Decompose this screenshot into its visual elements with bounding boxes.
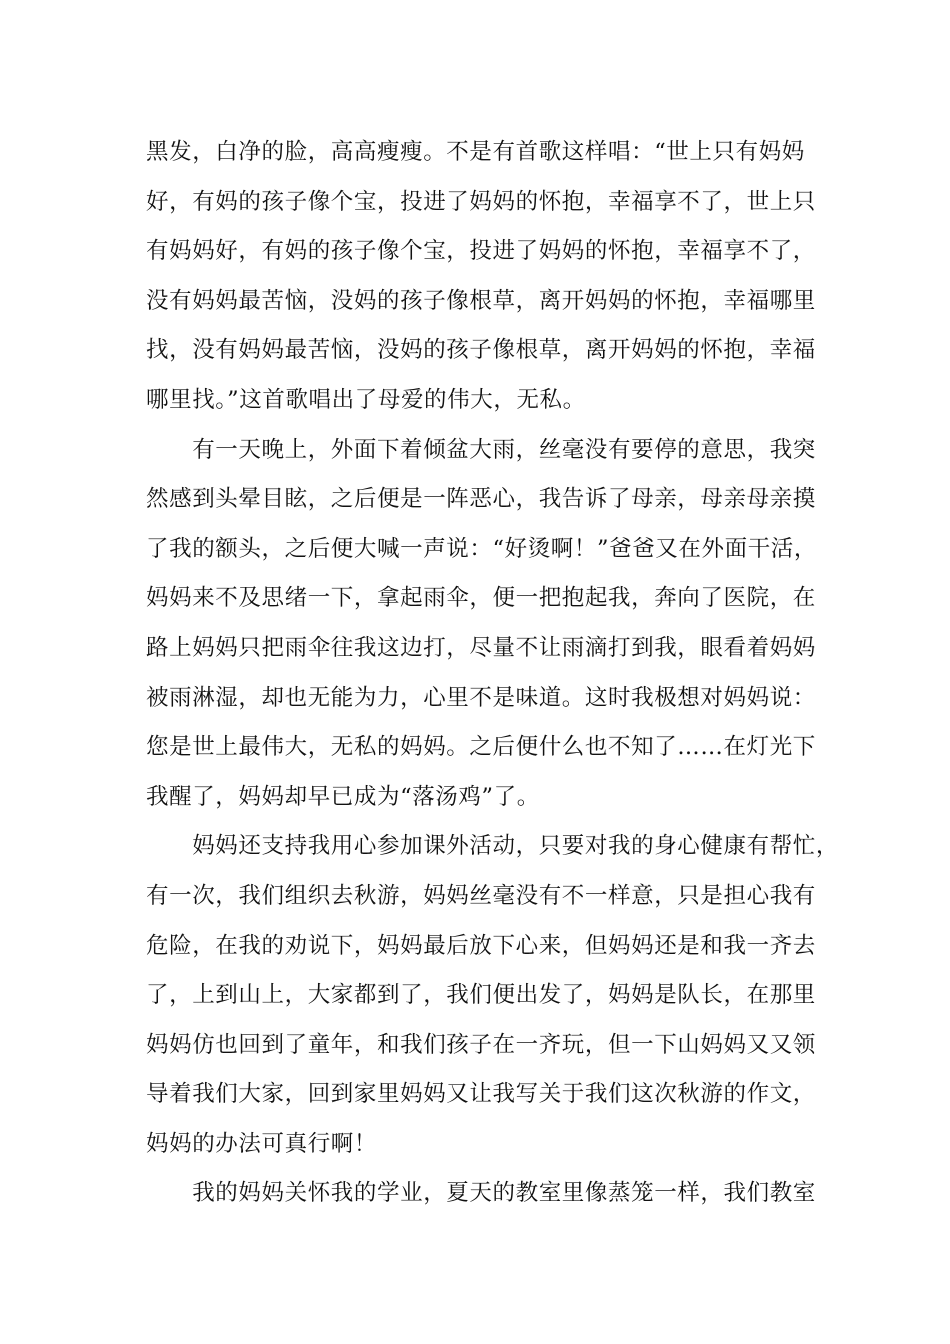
text-line: 没有妈妈最苦恼，没妈的孩子像根草，离开妈妈的怀抱，幸福哪里 <box>146 287 816 314</box>
text-line: 路上妈妈只把雨伞往我这边打，尽量不让雨滴打到我，眼看着妈妈 <box>146 634 816 661</box>
text-line: 被雨淋湿，却也无能为力，心里不是味道。这时我极想对妈妈说： <box>146 684 816 711</box>
text-line: 然感到头晕目眩，之后便是一阵恶心，我告诉了母亲，母亲母亲摸 <box>146 486 816 513</box>
text-line: 黑发，白净的脸，高高瘦瘦。不是有首歌这样唱：“世上只有妈妈 <box>146 139 805 165</box>
text-line: 有妈妈好，有妈的孩子像个宝，投进了妈妈的怀抱，幸福享不了， <box>146 238 816 265</box>
text-line: 了我的额头，之后便大喊一声说：“好烫啊！”爸爸又在外面干活， <box>146 535 818 562</box>
text-line: 我醒了，妈妈却早已成为“落汤鸡”了。 <box>146 783 540 810</box>
text-line: 有一次，我们组织去秋游，妈妈丝毫没有不一样意，只是担心我有 <box>146 882 816 909</box>
text-line: 您是世上最伟大，无私的妈妈。之后便什么也不知了……在灯光下 <box>146 734 816 761</box>
text-line: 有一天晚上，外面下着倾盆大雨，丝毫没有要停的意思，我突 <box>146 436 816 463</box>
text-line: 危险，在我的劝说下，妈妈最后放下心来，但妈妈还是和我一齐去 <box>146 932 816 959</box>
text-line: 妈妈来不及思绪一下，拿起雨伞，便一把抱起我，奔向了医院，在 <box>146 585 816 612</box>
text-line: 我的妈妈关怀我的学业，夏天的教室里像蒸笼一样，我们教室 <box>146 1180 816 1207</box>
text-line: 了，上到山上，大家都到了，我们便出发了，妈妈是队长，在那里 <box>146 982 816 1009</box>
essay-text <box>146 128 840 1219</box>
text-line: 导着我们大家，回到家里妈妈又让我写关于我们这次秋游的作文， <box>146 1081 816 1108</box>
text-line: 妈妈还支持我用心参加课外活动，只要对我的身心健康有帮忙， <box>146 833 840 860</box>
text-line: 妈妈的办法可真行啊！ <box>146 1130 378 1157</box>
text-line: 哪里找。”这首歌唱出了母爱的伟大，无私。 <box>146 386 586 413</box>
text-line: 妈妈仿也回到了童年，和我们孩子在一齐玩，但一下山妈妈又又领 <box>146 1031 816 1058</box>
text-line: 找，没有妈妈最苦恼，没妈的孩子像根草，离开妈妈的怀抱，幸福 <box>146 337 816 364</box>
text-line: 好，有妈的孩子像个宝，投进了妈妈的怀抱，幸福享不了，世上只 <box>146 188 816 215</box>
